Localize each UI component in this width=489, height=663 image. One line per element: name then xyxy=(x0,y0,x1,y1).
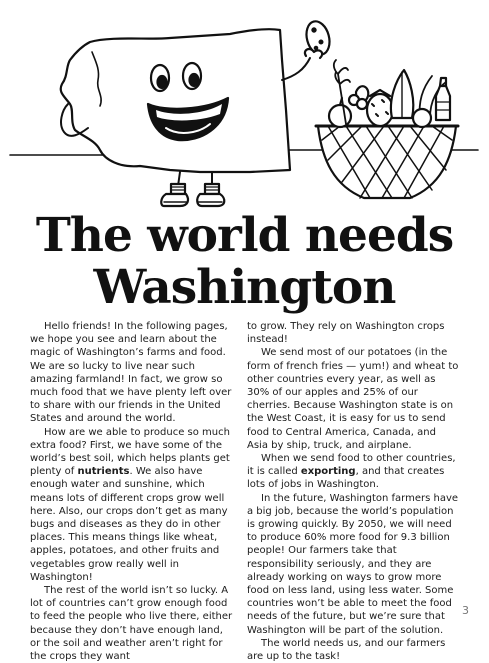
right-shoe xyxy=(197,194,224,206)
strawberry xyxy=(367,94,393,126)
right-arm xyxy=(282,58,310,80)
keyword-nutrients: nutrients xyxy=(77,466,130,478)
paragraph: to grow. They rely on Washington crops instead! xyxy=(247,321,445,346)
right-text-column xyxy=(247,320,460,663)
paragraph xyxy=(247,452,460,492)
washington-state-shape xyxy=(61,29,290,172)
paragraph: We send most of our potatoes (in the form of french fries — yum!) and wheat to other countries every year, as well as 30% of our apples and 25% of our cherries. Because Washington state is on the West Coast, it is easy for us to send food to Central America, Canada, and Asia by ship, truck, and airplane. xyxy=(247,347,459,451)
left-shoe xyxy=(161,194,188,206)
keyword-exporting: exporting xyxy=(300,466,356,478)
paragraph-text: When we send food to other countries, it is called xyxy=(247,453,456,478)
washington-mascot-illustration xyxy=(0,0,489,212)
paragraph-text: How are we able to produce so much extra food? First, we have some of the world’s best soil, which helps plants get plenty of xyxy=(30,426,230,478)
page-title-line-2: Washington xyxy=(93,260,396,315)
basket xyxy=(318,126,456,198)
bottle xyxy=(436,86,450,120)
paragraph-text: . We also have enough water and sunshine, which means lots of different crops grow well here. Also, our crops don’t get as many bugs and diseases as they do in other places. This means things like wheat, apples, potatoes, and other fruits and vegetables grow really well in Washington! xyxy=(30,466,228,583)
paragraph: The world needs us, and our farmers are up to the task! xyxy=(247,637,446,663)
paragraph: Hello friends! In the following pages, we hope you see and learn about the magic of Washington’s farms and food. We are so lucky to live near such amazing farmland! In fact, we grow so much food that we have plenty left over to share with our friends in the United States and around the world. xyxy=(30,321,232,425)
page-title-line-1: The world needs xyxy=(35,208,454,263)
paragraph: In the future, Washington farmers have a big job, because the world’s population is growing quickly. By 2050, we will need to produce 60% more food for 9.3 billion people! Our farmers take that responsibility seriously, and they are already working on ways to grow more food on less land, using less water. Some countries won’t be able to meet the food needs of the future, but we’re sure that Washington will be part of the solution. xyxy=(247,492,459,636)
page-number: 3 xyxy=(462,604,469,617)
paragraph: The rest of the world isn’t so lucky. A lot of countries can’t grow enough food to feed the people who live there, either because they don’t have enough land, or the soil and weather aren’t right for the crops they want xyxy=(30,585,233,663)
apple xyxy=(329,105,351,127)
paragraph-text: , and that creates lots of jobs in Washington. xyxy=(247,466,445,491)
paragraph xyxy=(30,426,235,584)
left-text-column xyxy=(30,320,235,663)
